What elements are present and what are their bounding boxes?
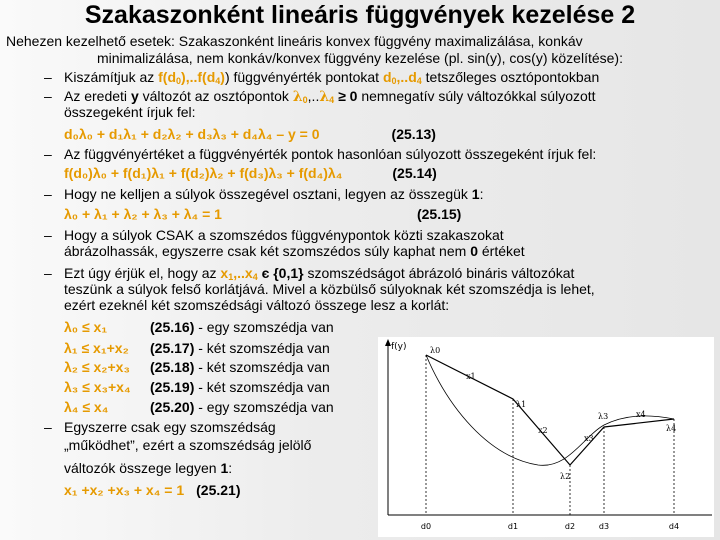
equation-25-19: λ₃ ≤ x₃+x₄ (25.19) - két szomszédja van (64, 379, 330, 395)
bullet-6-line-1: Ezt úgy érjük el, hogy az $x_1,..x_4$ є {0,1} szomszédságot ábrázoló bináris változókat (64, 265, 575, 282)
bullet-2-line-2: összegeként írjuk fel: (64, 104, 196, 120)
equation-25-20: λ₄ ≤ x₄ (25.20) - egy szomszédja van (64, 399, 334, 415)
page-title: Szakaszonként lineáris függvények kezelése 2 (84, 1, 636, 29)
lambda-label-2: λ2 (560, 472, 571, 481)
x-label-4: x4 (636, 410, 646, 419)
lambda-label-4: λ4 (666, 424, 677, 433)
tick-label-d1: d1 (507, 522, 519, 531)
intro-line-2: minimalizálása, nem konkáv/konvex függvény kezelése (pl. sin(y), cos(y) közelítése): (97, 50, 623, 66)
bullet-dash: – (44, 265, 52, 281)
y-axis-label: f(y) (391, 342, 407, 352)
piecewise-linear-figure (378, 337, 714, 537)
intro-text (6, 33, 714, 67)
equation-25-21: x₁ +x₂ +x₃ + x₄ = 1 (25.21) (64, 482, 241, 498)
bullet-4: Hogy ne kelljen a súlyok összegével osztani, legyen az összegük 1: (64, 186, 484, 202)
tick-label-d0: d0 (420, 522, 432, 531)
equation-25-17: λ₁ ≤ x₁+x₂ (25.17) - két szomszédja van (64, 340, 330, 356)
bullet-1: Kiszámítjuk az $f(d_0),..f(d_4)$) függvényérték pontokat $d_0,..d_4$ tetszőleges osztópontokban (64, 69, 600, 86)
equation-25-18: λ₂ ≤ x₂+x₃ (25.18) - két szomszédja van (64, 359, 330, 375)
bullet-7-line-1: Egyszerre csak egy szomszédság (64, 419, 276, 435)
bullet-6-line-2: teszünk a súlyok felső korlátjává. Mivel a közbülső súlyoknak két szomszédja is lehet, (64, 281, 595, 297)
tick-label-d2: d2 (564, 522, 576, 531)
equation-25-14: f(d₀)λ₀ + f(d₁)λ₁ + f(d₂)λ₂ + f(d₃)λ₃ + f(d₄)λ₄ (25.14) (64, 165, 437, 181)
bullet-3: Az függvényértéket a függvényérték pontok hasonlóan súlyozott összegeként írjuk fel: (64, 146, 597, 162)
intro-line-1: Nehezen kezelhető esetek: Szakaszonként lineáris konvex függvény maximalizálása, konkáv (6, 33, 583, 49)
bullet-dash: – (44, 88, 52, 104)
tick-label-d3: d3 (598, 522, 610, 531)
bullet-dash: – (44, 227, 52, 243)
equation-25-13: d₀λ₀ + d₁λ₁ + d₂λ₂ + d₃λ₃ + d₄λ₄ – y = 0 (25.13) (64, 126, 436, 142)
equation-25-15: λ₀ + λ₁ + λ₂ + λ₃ + λ₄ = 1 (25.15) (64, 206, 462, 222)
bullet-dash: – (44, 419, 52, 435)
x-label-3: x3 (584, 434, 594, 443)
bullet-dash: – (44, 186, 52, 202)
bullet-5-line-1: Hogy a súlyok CSAK a szomszédos függvénypontok közti szakaszokat (64, 227, 504, 243)
x-label-1: x1 (466, 372, 476, 381)
bullet-dash: – (44, 146, 52, 162)
equation-25-16: λ₀ ≤ x₁ (25.16) - egy szomszédja van (64, 319, 334, 335)
bullet-dash: – (44, 69, 52, 85)
bullet-6-line-3: ezért ezeknél két szomszédsági változó összege lesz a korlát: (64, 297, 450, 313)
bullet-2-line-1: Az eredeti y változót az osztópontok $\lambda_0,..\lambda_4 \ge 0$ nemnegatív súly változókkal súlyozott (64, 88, 596, 105)
bullet-7-line-2: „működhet”, ezért a szomszédság jelölő (64, 437, 312, 453)
lambda-label-3: λ3 (598, 412, 609, 421)
lambda-label-0: λ0 (430, 346, 441, 355)
lambda-label-1: λ1 (516, 400, 527, 409)
tick-label-d4: d4 (668, 522, 680, 531)
bullet-7-line-3: változók összege legyen 1: (64, 460, 233, 476)
bullet-5-line-2: ábrázolhassák, egyszerre csak két szomszédos súly kaphat nem 0 értéket (64, 243, 525, 259)
x-label-2: x2 (538, 426, 548, 435)
